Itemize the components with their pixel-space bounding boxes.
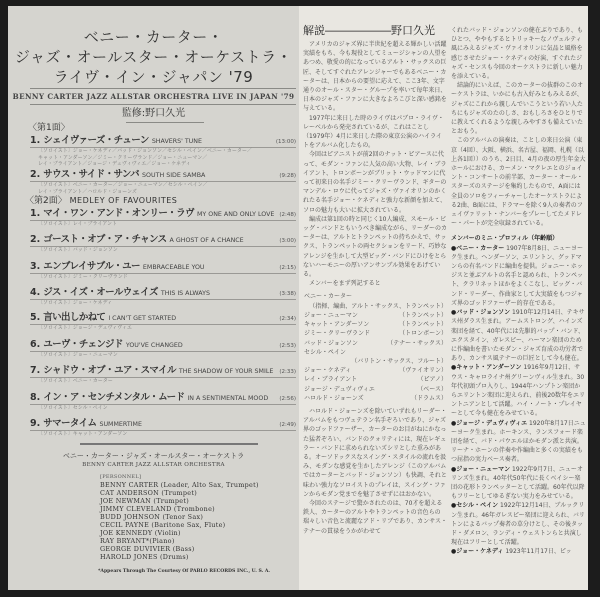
member-role: （ピアノ）	[417, 376, 447, 384]
track-title-row	[30, 365, 296, 378]
track-title-row	[30, 169, 296, 182]
divider	[80, 443, 258, 445]
notes-paragraph: メンバーをまず列記すると	[309, 280, 381, 288]
track-duration: (2:15)	[279, 265, 296, 271]
liner-notes-column-1	[303, 24, 447, 536]
track-duration: (2:33)	[279, 369, 296, 375]
orchestra-name-en: BENNY CARTER JAZZ ALLSTAR ORCHESTRA	[82, 462, 225, 468]
supervisor: 監修:野口久光	[121, 108, 186, 119]
member-name: キャット・アンダーソン	[304, 321, 370, 329]
track-title-jp: イン・ア・センチメンタル・ムード	[43, 392, 185, 403]
profile-text: 1907年8月8日、ニューヨーク生まれ。ヘンダーソン、エリントン、グッドマンらの有名バンドに編曲を提供。ジョニー・ホッジスと並ぶアルトの名手と認められ、トランペット、クラリネットほかをよくこなし、ビッグ・バンド・リーダー、作曲家として大実績をもつジャズ界のゴッドファーザー的存在である。	[451, 244, 584, 307]
member-row	[303, 394, 447, 403]
track-number: 4.	[30, 287, 41, 298]
medley-title: MEDLEY OF FAVOURITES	[69, 196, 178, 205]
courtesy-note: *Appears Through The Courtesy Of PABLO RECORDS INC., U. S. A.	[98, 569, 270, 574]
track-title-jp: エンブレイサブル・ユー	[43, 261, 140, 272]
member-name: ハロルド・ジョーンズ	[304, 394, 364, 402]
profile-text: 1916年9月12日、サウス・キャロライナ州グリーンヴィル生まれ。30年代初頭プロ入りし、1944年ハンプトン楽団からエリントン楽団に迎えられ、前後20数年をエリントニアンとして活躍。ハイ・ノート・プレイヤーとして今も健在をみせている。	[451, 364, 585, 418]
profile-text: 1910年12月14日、テキサス州ダラス生まれ。アームストロング、ハインズ楽団を経て、40年代には先駆的バップ・バンド、エクスタイン、ガレスピー、ハーマン楽団のために作編曲を書いたモダン・ジャズ育成の功労者であり、カンサス風テナーの巨匠として今も健在。	[451, 309, 585, 363]
member-profile	[451, 547, 586, 556]
track-item	[30, 208, 296, 228]
liner-notes-panel	[299, 6, 588, 590]
track-duration: (9:28)	[279, 173, 296, 179]
track-title-jp: サマータイム	[43, 418, 97, 429]
track-item	[30, 312, 296, 332]
track-title-jp: ユーヴ・チェンジド	[43, 339, 123, 350]
track-item	[30, 135, 296, 168]
member-profile	[451, 363, 586, 418]
track-duration: (2:53)	[279, 343, 296, 349]
member-profile	[451, 244, 586, 308]
track-title-en: MY ONE AND ONLY LOVE	[196, 211, 275, 218]
track-soloists: レイ・ブライアント／ハロルド・ジョーンズ	[38, 188, 137, 195]
album-title-en: BENNY CARTER JAZZ ALLSTAR ORCHESTRA LIVE IN JAPAN '79	[12, 92, 295, 101]
track-soloists: 〔ソロイスト〕レイ・ブライアント	[38, 221, 118, 227]
track-title-row	[30, 135, 296, 148]
profile-text: 1923年11月17日、ピッ	[503, 548, 572, 556]
member-name: ジョージ・デュヴィヴィエ	[304, 385, 375, 393]
profile-name: ●ジョー・ケネディ	[451, 548, 504, 556]
track-title-en: YOU'VE CHANGED	[125, 342, 183, 349]
personnel-member: GEORGE DUVIVIER (Bass)	[100, 545, 195, 553]
member-name: ベニー・カーター	[304, 293, 353, 301]
album-title-jp-line2: ジャズ・オールスター・オーケストラ・	[14, 48, 293, 66]
member-role: （トランペット）	[398, 311, 447, 319]
side-1-label: 〈第1面〉	[28, 123, 70, 133]
track-title-en: A GHOST OF A CHANCE	[169, 237, 244, 244]
track-duration: (3:00)	[279, 238, 296, 244]
track-duration: (13:00)	[275, 139, 296, 145]
profile-name: ●バッド・ジョンソン	[451, 309, 511, 317]
member-row	[303, 320, 447, 329]
track-title-en: THE SHADOW OF YOUR SMILE	[178, 368, 274, 375]
track-soloists: 〔ソロイスト〕キャット・アンダーソン	[38, 431, 128, 437]
track-number: 3.	[30, 261, 41, 272]
member-role: （ベース）	[417, 385, 447, 393]
track-title-en: THIS IS ALWAYS	[160, 290, 210, 297]
track-title-row	[30, 261, 296, 274]
divider	[30, 104, 296, 105]
personnel-list	[100, 474, 259, 561]
track-title-row	[30, 339, 296, 352]
member-role: （トロンボーン）	[399, 330, 447, 338]
member-role: （トランペット）	[398, 321, 447, 329]
side-2-label	[25, 195, 177, 207]
track-title-en: SHAVERS' TUNE	[151, 138, 202, 145]
track-title-row	[30, 418, 296, 431]
divider	[126, 122, 204, 123]
track-item	[30, 365, 296, 385]
personnel-member: CAT ANDERSON (Trumpet)	[100, 489, 198, 497]
track-number: 5.	[30, 312, 41, 323]
member-role: （ドラムス）	[411, 394, 447, 402]
member-row	[303, 385, 447, 394]
profile-name: ●セシル・ペイン	[451, 502, 499, 510]
profile-name: ●ジョージ・デュヴィヴィエ	[451, 419, 528, 427]
track-duration: (2:49)	[279, 422, 296, 428]
member-role: （バリトン・サックス、フルート）	[351, 357, 447, 365]
track-duration: (2:48)	[279, 212, 296, 218]
track-number: 2.	[30, 234, 41, 245]
member-role: （テナー・サックス）	[387, 339, 447, 347]
personnel-member: JOE NEWMAN (Trumpet)	[100, 497, 190, 505]
track-number: 8.	[30, 392, 41, 403]
member-row	[303, 375, 447, 384]
track-number: 9.	[30, 418, 41, 429]
track-soloists: 〔ソロイスト〕ジョー・ケネディ／バッド・ジョンソン／セシル・ペイン／ベニー・カーター／	[38, 148, 252, 154]
member-name: ジミー・クリーヴランド	[304, 330, 371, 338]
track-title-jp: 言い出しかねて	[43, 312, 106, 323]
member-row	[303, 339, 447, 348]
profile-name: ●ジョー・ニューマン	[451, 465, 511, 473]
track-soloists: 〔ソロイスト〕ベニー・カーター	[38, 378, 113, 384]
member-profile	[451, 465, 586, 502]
track-soloists: 〔ソロイスト〕バッド・ジョンソン	[38, 247, 118, 253]
track-title-en: SOUTH SIDE SAMBA	[142, 172, 206, 179]
side-2-label-text: 〈第2面〉	[25, 196, 67, 206]
profile-name: ●キャット・アンダーソン	[451, 364, 522, 372]
member-row	[303, 329, 447, 338]
member-row	[303, 366, 447, 375]
track-title-jp: サウス・サイド・サンバ	[43, 169, 140, 180]
track-title-jp: シャドウ・オブ・ユア・スマイル	[43, 365, 176, 376]
notes-heading: 解説――――――野口久光	[303, 24, 435, 37]
divider	[30, 88, 296, 89]
track-item	[30, 169, 296, 195]
member-name: ジョー・ニューマン	[304, 311, 358, 319]
personnel-member: RAY BRYANT*(Piano)	[100, 537, 175, 545]
track-duration: (3:38)	[279, 291, 296, 297]
member-profile	[451, 308, 586, 363]
notes-paragraph: くれたバッド・ジョンソンの健在ぶりであり、もひとつ、ややもするとトリッキーなノヴェルティ風にみえるジャズ・ヴァイオリンに気品と風格を感じさせたジョー・ケネディの好演、すぐれたジャズ・センスも今回のオーケストラに新しい魅力を添えている。	[451, 27, 583, 81]
track-title-jp: マイ・ワン・アンド・オンリー・ラヴ	[43, 208, 194, 219]
track-item	[30, 261, 296, 281]
member-name: ジョー・ケネディ	[304, 367, 352, 375]
track-soloists: 〔ソロイスト〕ジョー・ニューマン	[38, 352, 118, 358]
profile-text: 1922年12月14日、ブルックリン生まれ。46年ガレスピー楽団に迎えられ、バリトンによるバップ奏者の草分けとし、その後タッド・ダメロン、ランディ・ウェストンらと共演し現在はフリーとして活躍。	[451, 502, 585, 547]
track-title-jp: ジス・イズ・オールウェイズ	[43, 287, 158, 298]
personnel-label: [PERSONNEL]	[100, 474, 142, 480]
track-item	[30, 287, 296, 307]
track-soloists: 〔ソロイスト〕ベニー・カーター／ジョー・ニューマン／セシル・ペイン／	[38, 182, 208, 188]
track-soloists: 〔ソロイスト〕ジミー・クリーヴランド	[38, 274, 128, 280]
notes-paragraph: 今回のステージで驚かされたのは、70才を超える鉄人、カーターのアルトやトランペットの音色らの瑞々しい音色と流麗なアド・リブであり、カンサス・テナーの貫禄をうかがわせて	[303, 499, 447, 535]
profile-name: ●ベニー・カーター	[451, 244, 505, 252]
track-title-row	[30, 312, 296, 325]
track-title-row	[30, 208, 296, 221]
track-number: 6.	[30, 339, 41, 350]
liner-notes-column-2	[451, 26, 586, 557]
track-number: 1.	[30, 208, 41, 219]
notes-paragraph: 編成は第1回の時と同じく10人編成、スモール・ビッグ・バンドともいうべき編成ながら、リーダーのカーターは、アルトとトランペットの持ちかえで、サックス、トランペットの両セクションをリード、巧妙なアレンジを生かして大型ビッグ・バンドにひけをとらないハーモニーの厚いアンサンブル効果をあげている。	[303, 215, 448, 279]
track-duration: (2:34)	[279, 316, 296, 322]
track-title-row	[30, 234, 296, 247]
track-soloists: 〔ソロイスト〕ジョー・ケネディ	[38, 300, 113, 306]
album-title-jp-line1: ベニー・カーター・	[83, 28, 224, 46]
member-name: バッド・ジョンソン	[304, 339, 358, 347]
track-title-en: EMBRACEABLE YOU	[142, 264, 205, 271]
member-role: （ヴァイオリン）	[399, 367, 447, 375]
track-duration: (2:56)	[279, 396, 296, 402]
orchestra-name-jp: ベニー・カーター・ジャズ・オールスター・オーケストラ	[62, 452, 245, 460]
track-number: 2.	[30, 169, 41, 180]
notes-paragraph: 1977年に来日した時のライヴはパブロ・ライヴ・レーベルから発売されているが、これはことし（1979年）4月に来日した際の東京公演のハイライトをアルバム化したもの。	[303, 114, 444, 150]
track-title-jp: シェイヴァーズ・チューン	[43, 135, 149, 146]
personnel-member: BENNY CARTER (Leader, Alto Sax, Trumpet)	[100, 481, 259, 489]
track-number: 1.	[30, 135, 41, 146]
track-item	[30, 234, 296, 254]
track-title-row	[30, 392, 296, 405]
notes-paragraph: アメリカのジャズ界に半世紀を超える輝かしい活躍実績をもち、今も現役としてミュージシャンの人望をあつめ、敬愛の的になっているアルト・サックスの巨匠、そしてすぐれたアレンジャーでもあるベニー・カーターは、日本からの要望に応えて、ここ3年、文字通りのオール・スター・グループを率いて毎年来日、日本のジャズ・ファンに大きなよろこびと深い感銘を与えている。	[303, 41, 447, 113]
track-title-jp: ゴースト・オブ・ア・チャンス	[43, 234, 167, 245]
profile-heading: メンバーのミニ・プロフィル（年齢順）	[451, 235, 559, 243]
personnel-member: BUDD JOHNSON (Tenor Sax)	[100, 513, 204, 521]
notes-paragraph: 結論的にいえば、このカーターの抜群のこのオーケストラは、いかにも古入好みともみえるが、ジャズにこれから親しんでいこうという若い人たちにもジャズのたのしさ、おもしろさをひとりでに教えてくれるような親しみやすさも備えていたとおもう。	[451, 82, 584, 136]
album-title-jp-line3: ライヴ・イン・ジャパン '79	[53, 68, 254, 86]
track-title-en: SUMMERTIME	[99, 421, 142, 428]
track-title-en: I CAN'T GET STARTED	[108, 315, 177, 322]
profile-text: 1922年9月7日、ニューオリンズ生まれ。40年代50年代に長くベイシー楽団の花形トランペッターとして活躍。60年代以降もフリーとしてゆるぎない実力をみせている。	[451, 465, 585, 501]
member-name: レイ・ブライアント	[304, 376, 358, 384]
personnel-member: JOE KENNEDY (Violin)	[100, 529, 181, 537]
member-row	[303, 292, 447, 301]
personnel-member: HAROLD JONES (Drums)	[100, 553, 189, 561]
track-number: 7.	[30, 365, 41, 376]
notes-paragraph: ハロルド・ジョーンズを除いていずれもリーダー・アルバムをもつヴェテラン名手ぞろいであり、ジャズ界のゴッドファーザー、カーターのお目がねにかなった猛者ぞろい、バンドのクォリティには、現在レギュラー・バンドに求められないズシリとした重みがある。オーソドックスなスイング・スタイルの流れを汲み、モダンな感覚を生かしたアレンジ（このアルバムではカーターとバッド・ジョンソン）も快調、それと味わい強力なソロイストのプレイは、スイング・ファンからモダン党までを魅了させずにはおかない。	[303, 407, 447, 498]
track-soloists: レイ・ブライアント／ジョージ・デュヴィヴィエ／ジョー・ケネディ	[38, 161, 191, 167]
track-title-row	[30, 287, 296, 300]
member-row	[303, 311, 447, 320]
member-role: （指揮、編曲、アルト・サックス、トランペット）	[309, 302, 447, 310]
track-item	[30, 418, 296, 438]
personnel-member: JIMMY CLEVELAND (Trombone)	[100, 505, 215, 513]
track-title-en: IN A SENTIMENTAL MOOD	[187, 395, 269, 402]
notes-paragraph: 今回はピアニストが前2回のナット・ピアースに代って、モダン・ファンに人気の高い大物、レイ・ブライアント、トロンボーンがブリット・ウッドマンに代って初来日の名手ジミー・クリーヴランド、ギターのマンデル・ロウに代ってジャズ・ヴァイオリンのかくれたる名手ジョー・ケネディと強力な新顔を加えて、ソロの魅力も大いに拡大されている。	[303, 151, 447, 214]
profile-text: 1920年8月17日ニューヨーク生まれ。ホーキンス、ランスフォード楽団を経て、バド・パウエルほかモダン派と共演。リーナ・ホーンの伴奏や作編曲と多くの実績をもつ屈指の実力ベース奏者。	[451, 419, 586, 464]
member-name: セシル・ペイン	[304, 348, 346, 356]
track-soloists: 〔ソロイスト〕セシル・ペイン	[38, 405, 108, 411]
member-row	[303, 357, 447, 366]
track-list-panel	[8, 6, 299, 590]
track-item	[30, 392, 296, 412]
member-profile	[451, 501, 586, 547]
member-row	[303, 302, 447, 311]
member-row	[303, 348, 447, 357]
notes-paragraph: このアルバムの演奏は、ことしの来日公演（東京（4回）、大阪、横浜、名古屋、福岡、札幌（以上各1回））のうち、2日目、4月の夜の厚生年金大ホールにおける、カーメン・マクレエとのジョイント・コンサートの前半部、カーター・オール・スターズのステージを集約したもので、A面には全員のソロをフィーチャーしたオーケストラによる2曲、B面には、ドラマーを除く9人の奏者のフェイヴァリット・ナンバーをプレーしてたメドレー・パートが完全収録されている。	[451, 137, 586, 228]
track-item	[30, 339, 296, 359]
track-soloists: キャット・アンダーソン／ジミー・クリーヴランド／ジョー・ニューマン／	[38, 154, 208, 161]
member-profile	[451, 419, 586, 465]
track-soloists: 〔ソロイスト〕ジョージ・デュヴィヴィエ	[38, 325, 132, 331]
personnel-member: CECIL PAYNE (Baritone Sax, Flute)	[100, 521, 226, 529]
